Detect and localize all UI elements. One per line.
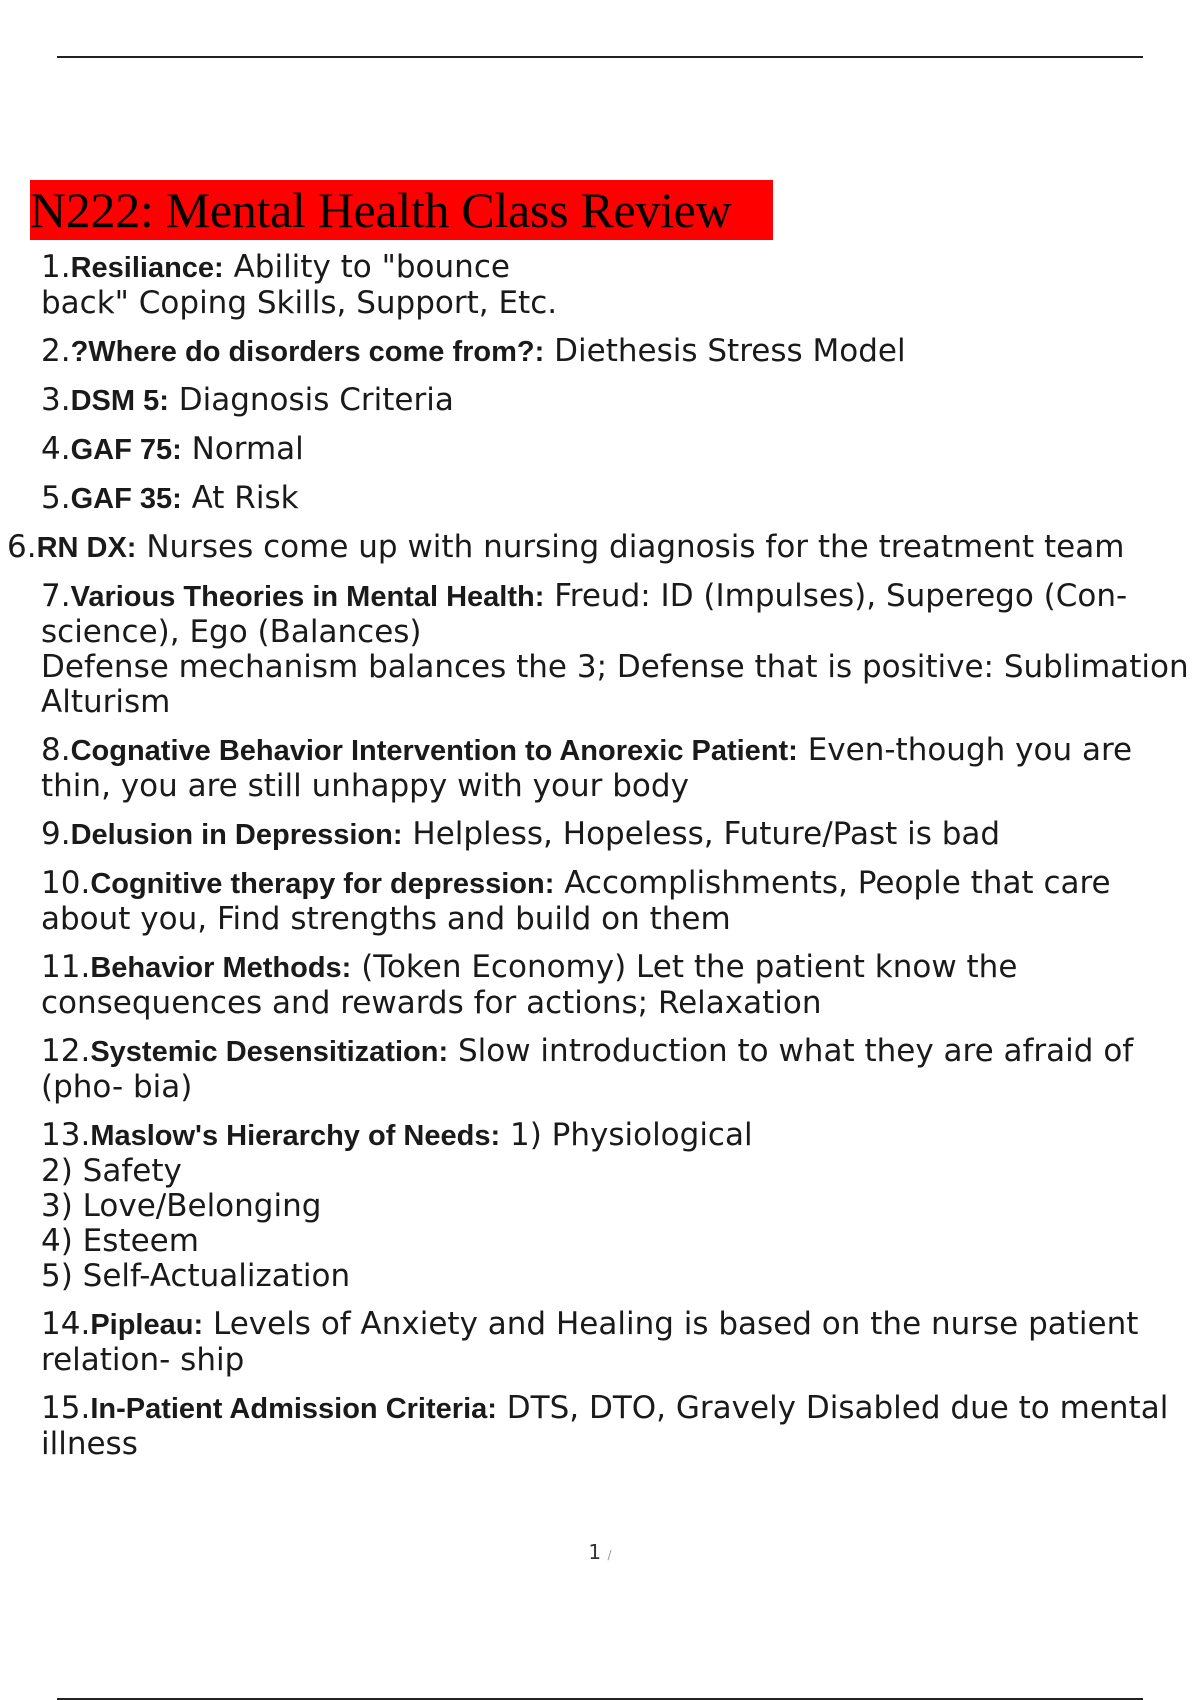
item-term: Behavior Methods: — [90, 952, 352, 984]
item-text: Defense mechanism balances the 3; Defense that is positive: Sublimation Alturism — [41, 649, 1189, 720]
item-text: 2) Safety — [41, 1153, 182, 1189]
item-text: Diethesis Stress Model — [544, 333, 906, 369]
item-number: 8. — [41, 732, 71, 768]
item-number: 15. — [41, 1390, 91, 1426]
item-text: Nurses come up with nursing diagnosis for the treatment team — [136, 529, 1125, 565]
list-item — [41, 334, 1191, 370]
item-text: DTS, DTO, Gravely Disabled due to mental illness — [41, 1390, 1169, 1462]
list-item — [7, 529, 1191, 566]
list-item — [41, 1034, 1191, 1105]
list-item — [41, 1118, 1191, 1294]
review-list — [7, 249, 1191, 1475]
item-text: Accomplishments, People that care about you, Find strengths and build on them — [41, 865, 1111, 937]
item-text: back" Coping Skills, Support, Etc. — [41, 285, 558, 321]
item-number: 14. — [41, 1306, 91, 1342]
item-number: 1. — [41, 249, 71, 285]
item-term: Cognitive therapy for depression: — [90, 868, 555, 900]
list-item — [41, 950, 1191, 1021]
item-term: Maslow's Hierarchy of Needs: — [90, 1120, 501, 1152]
item-number: 7. — [41, 578, 71, 614]
item-term: Pipleau: — [90, 1309, 204, 1341]
list-item — [41, 383, 1191, 419]
list-item — [41, 432, 1191, 468]
item-term: DSM 5: — [70, 385, 169, 417]
item-term: ?Where do disorders come from?: — [70, 336, 545, 368]
list-item — [41, 481, 1191, 517]
page-title: N222: Mental Health Class Review — [30, 182, 732, 238]
item-term: In-Patient Admission Criteria: — [90, 1393, 497, 1425]
item-term: Various Theories in Mental Health: — [70, 581, 545, 613]
page-separator: / — [607, 1548, 612, 1562]
item-text: 4) Esteem — [41, 1223, 199, 1259]
item-term: Cognative Behavior Intervention to Anorexic Patient: — [70, 735, 798, 767]
item-number: 4. — [41, 431, 71, 467]
item-text: 5) Self-Actualization — [41, 1258, 351, 1294]
item-term: Systemic Desensitization: — [90, 1036, 449, 1068]
item-number: 10. — [41, 865, 91, 901]
list-item — [41, 579, 1191, 720]
item-text: 1) Physiological — [500, 1117, 753, 1153]
item-text: Freud: ID (Impulses), Superego (Con- science), Ego (Balances) — [41, 578, 1128, 650]
list-item — [41, 1307, 1191, 1378]
top-rule — [57, 56, 1143, 58]
item-text: Slow introduction to what they are afraid of (pho- bia) — [41, 1033, 1134, 1105]
item-number: 9. — [41, 816, 71, 852]
item-text: (Token Economy) Let the patient know the consequences and rewards for actions; Relaxation — [41, 949, 1018, 1021]
item-term: GAF 75: — [70, 434, 182, 466]
item-term: GAF 35: — [70, 483, 182, 515]
item-number: 6. — [7, 529, 37, 565]
item-number: 11. — [41, 949, 91, 985]
item-text: Ability to "bounce — [223, 249, 510, 285]
page-number: 1 — [588, 1540, 602, 1564]
page-footer — [0, 1540, 1200, 1564]
item-number: 12. — [41, 1033, 91, 1069]
item-term: RN DX: — [36, 532, 137, 564]
list-item — [41, 733, 1191, 804]
item-text: Levels of Anxiety and Healing is based on the nurse patient relation- ship — [41, 1306, 1139, 1378]
list-item — [41, 1391, 1191, 1462]
item-text: At Risk — [181, 480, 299, 516]
item-text: Even-though you are thin, you are still unhappy with your body — [41, 732, 1133, 804]
item-number: 3. — [41, 382, 71, 418]
list-item — [41, 866, 1191, 937]
item-term: Delusion in Depression: — [70, 819, 403, 851]
item-text: Diagnosis Criteria — [168, 382, 454, 418]
item-text: Normal — [181, 431, 304, 467]
item-text: 3) Love/Belonging — [41, 1188, 322, 1224]
list-item — [41, 250, 1191, 321]
item-term: Resiliance: — [70, 252, 224, 284]
item-number: 5. — [41, 480, 71, 516]
item-number: 13. — [41, 1117, 91, 1153]
list-item — [41, 817, 1191, 853]
item-number: 2. — [41, 333, 71, 369]
item-text: Helpless, Hopeless, Future/Past is bad — [402, 816, 1001, 852]
